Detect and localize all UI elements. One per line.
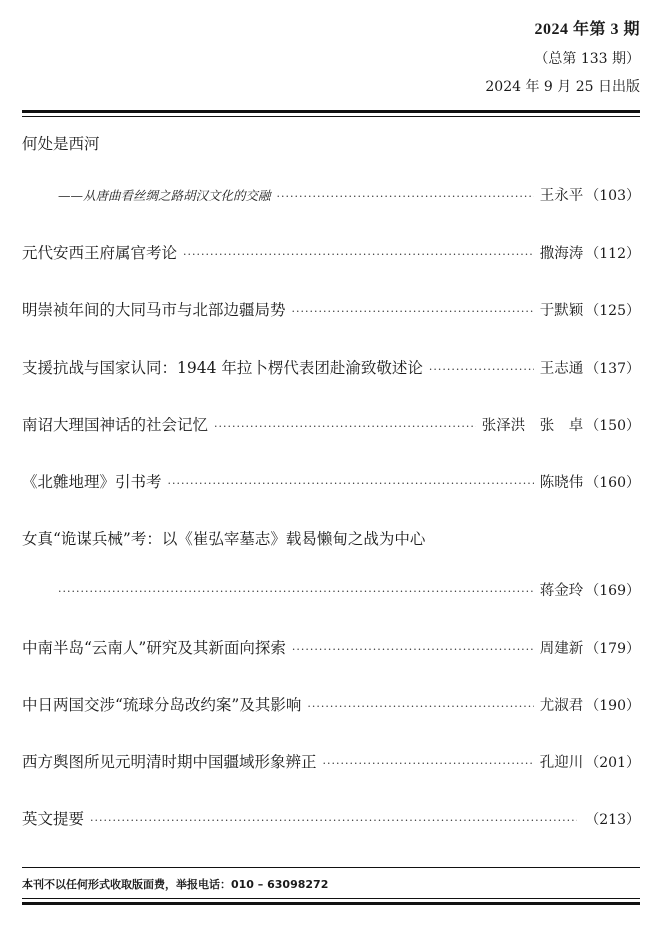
bottom-rule-thin: [22, 898, 640, 899]
toc-author-8: 周建新: [539, 641, 584, 657]
toc-title-9: 中日两国交涉“琉球分岛改约案”及其影响: [22, 696, 302, 714]
toc-entry-9: [22, 693, 640, 715]
leader-dots: [307, 700, 533, 713]
toc-title-8: 中南半岛“云南人”研究及其新面向探索: [22, 639, 286, 657]
top-rule-thin: [22, 116, 640, 117]
toc-entry-8: [22, 636, 640, 658]
toc-subtitle-1: ——从唐曲看丝绸之路胡汉文化的交融: [58, 188, 271, 203]
toc-page-4: （137）: [585, 361, 640, 377]
toc-title-4: 支援抗战与国家认同：1944 年拉卜楞代表团赴渝致敬述论: [22, 359, 423, 377]
toc-page-10: （201）: [585, 755, 640, 771]
toc-entry-10: [22, 750, 640, 772]
toc-title-2: 元代安西王府属官考论: [22, 244, 178, 262]
toc-author-9: 尤淑君: [539, 698, 584, 714]
leader-dots: [429, 363, 534, 376]
toc-title-11: 英文提要: [22, 810, 85, 828]
toc-entry-4: [22, 356, 640, 378]
toc-author-7: 蒋金玲: [539, 583, 584, 599]
leader-dots: [168, 477, 534, 490]
toc-entry-11: [22, 807, 640, 829]
toc-title-3: 明崇祯年间的大同马市与北部边疆局势: [22, 301, 286, 319]
toc-entry-3: [22, 298, 640, 320]
cumulative-issue: （总第 133 期）: [534, 51, 640, 67]
toc-title-5: 南诏大理国神话的社会记忆: [22, 416, 209, 434]
leader-dots: [292, 305, 534, 318]
leader-dots: [277, 190, 534, 203]
toc-title-6: 《北䨅地理》引书考: [22, 473, 162, 491]
toc-title-10: 西方舆图所见元明清时期中国疆域形象辨正: [22, 753, 317, 771]
toc-title-1: 何处是西河: [22, 135, 100, 153]
footer-notice: 本刊不以任何形式收取版面费，举报电话：010 – 63098272: [22, 878, 329, 891]
leader-dots: [183, 248, 534, 261]
toc-page-6: （160）: [585, 475, 640, 491]
toc-author-4: 王志通: [539, 361, 584, 377]
footer-rule-top: [22, 867, 640, 868]
toc-entry-2: [22, 241, 640, 263]
toc-page-3: （125）: [585, 303, 640, 319]
issue-number: 2024 年第 3 期: [534, 21, 640, 38]
toc-author-2: 撒海涛: [539, 246, 584, 262]
toc-title-7: 女真“诡谋兵械”考：以《崔弘宰墓志》载曷懒甸之战为中心: [22, 530, 426, 548]
toc-page-8: （179）: [585, 641, 640, 657]
toc-page-1: （103）: [585, 188, 640, 204]
toc-entry-1: [58, 184, 640, 205]
bottom-rule-thick: [22, 902, 640, 905]
toc-entry-7: [58, 579, 640, 600]
top-rule-thick: [22, 110, 640, 113]
toc-page-11: （213）: [585, 812, 640, 828]
leader-dots: [90, 814, 577, 827]
toc-author-10: 孔迎川: [539, 755, 584, 771]
toc-author-5: 张泽洪 张 卓: [481, 418, 584, 434]
leader-dots: [292, 643, 534, 656]
toc-author-3: 于默颖: [539, 303, 584, 319]
leader-dots: [214, 420, 476, 433]
toc-page-5: （150）: [585, 418, 640, 434]
toc-page-9: （190）: [585, 698, 640, 714]
toc-entry-5: [22, 413, 640, 435]
toc-entry-6: [22, 470, 640, 492]
toc-page-2: （112）: [585, 246, 640, 262]
toc-author-1: 王永平: [539, 188, 584, 204]
toc-page-7: （169）: [585, 583, 640, 599]
publication-date: 2024 年 9 月 25 日出版: [485, 79, 640, 95]
leader-dots: [323, 757, 534, 770]
leader-dots: [58, 585, 534, 598]
toc-author-6: 陈晓伟: [539, 475, 584, 491]
